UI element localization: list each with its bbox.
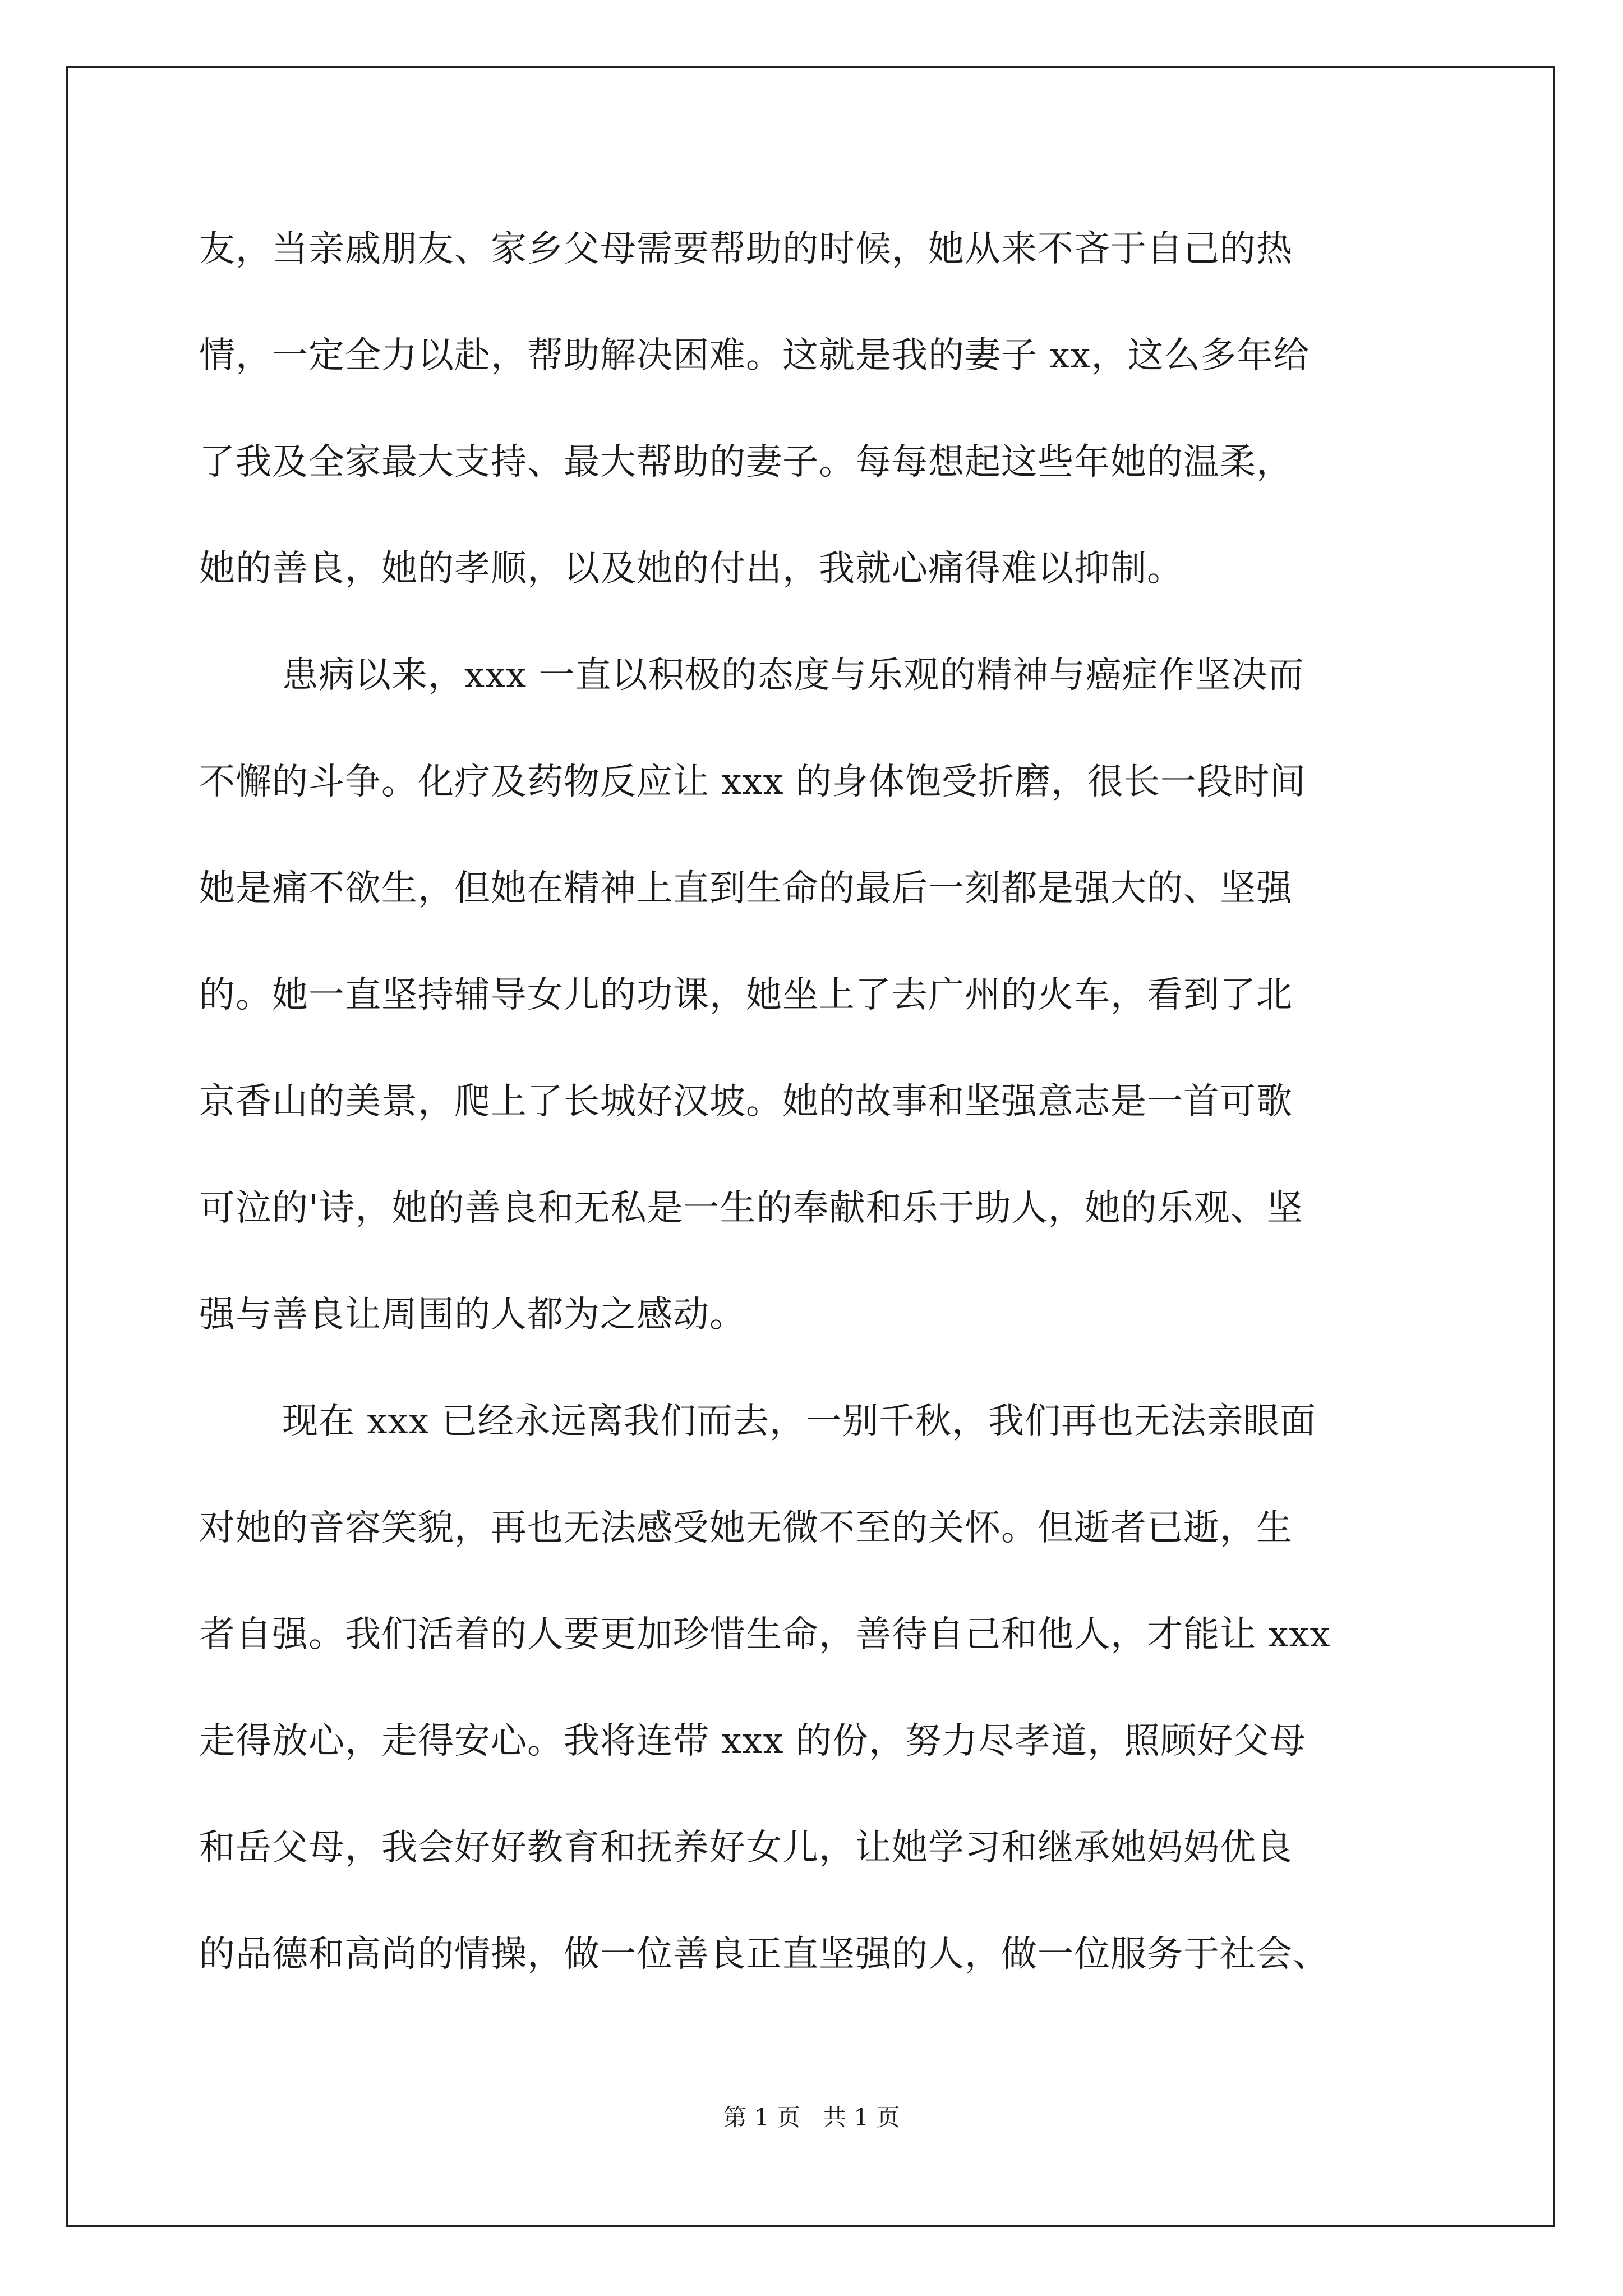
text-line: 她的善良，她的孝顺，以及她的付出，我就心痛得难以抑制。 [199, 548, 1183, 590]
text-line: 友，当亲戚朋友、家乡父母需要帮助的时候，她从来不吝于自己的热 [199, 228, 1293, 270]
text-line: 的。她一直坚持辅导女儿的功课，她坐上了去广州的火车，看到了北 [199, 974, 1293, 1016]
text-line: 了我及全家最大支持、最大帮助的妻子。每每想起这些年她的温柔， [199, 441, 1293, 483]
text-line: 对她的音容笑貌，再也无法感受她无微不至的关怀。但逝者已逝，生 [199, 1507, 1293, 1549]
text-line: 京香山的美景，爬上了长城好汉坡。她的故事和坚强意志是一首可歌 [199, 1081, 1293, 1122]
paragraph-start-line: 患病以来，xxx 一直以积极的态度与乐观的精神与癌症作坚决而 [282, 655, 1304, 696]
text-line: 强与善良让周围的人都为之感动。 [199, 1294, 746, 1336]
text-line: 的品德和高尚的情操，做一位善良正直坚强的人，做一位服务于社会、 [199, 1934, 1329, 1975]
text-line: 可泣的'诗，她的善良和无私是一生的奉献和乐于助人，她的乐观、坚 [199, 1188, 1303, 1229]
page-number-footer: 第 1 页 共 1 页 [723, 2104, 900, 2131]
page-border [66, 66, 1555, 2227]
text-line: 她是痛不欲生，但她在精神上直到生命的最后一刻都是强大的、坚强 [199, 868, 1293, 909]
text-line: 不懈的斗争。化疗及药物反应让 xxx 的身体饱受折磨，很长一段时间 [199, 761, 1306, 803]
paragraph-start-line: 现在 xxx 已经永远离我们而去，一别千秋，我们再也无法亲眼面 [282, 1401, 1316, 1442]
text-line: 和岳父母，我会好好教育和抚养好女儿，让她学习和继承她妈妈优良 [199, 1827, 1293, 1869]
text-line: 者自强。我们活着的人要更加珍惜生命，善待自己和他人，才能让 xxx [199, 1614, 1331, 1655]
text-line: 情，一定全力以赴，帮助解决困难。这就是我的妻子 xx，这么多年给 [199, 335, 1310, 376]
text-line: 走得放心，走得安心。我将连带 xxx 的份，努力尽孝道，照顾好父母 [199, 1720, 1306, 1762]
